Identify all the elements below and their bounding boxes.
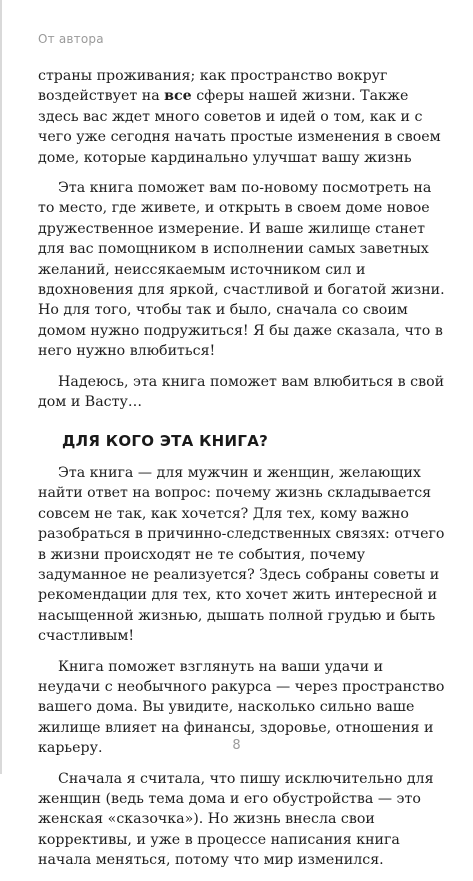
paragraph-text: сферы нашей жизни. Также здесь вас ждет много советов и идей о том, как и с чего уже сегодня начать простые изменения в своем доме, которые кардинально улучшат вашу жизнь [38,88,441,166]
paragraph: Сначала я считала, что пишу исключительно для женщин (ведь тема дома и его обустройства — это женская «сказочка»). Но жизнь внесла свои коррективы, и уже в процессе написания книга начала меняться, потому что мир изменился. [38,770,434,869]
page-edge-rule [0,0,2,774]
section-heading: ДЛЯ КОГО ЭТА КНИГА? [62,431,269,450]
bold-emphasis: все [164,88,192,105]
paragraph-continued [38,66,446,168]
paragraph: Надеюсь, эта книга поможет вам влюбиться в свой дом и Васту… [38,373,445,411]
paragraph: Книга поможет взглянуть на ваши удачи и неудачи с необычного ракурса — через пространство вашего дома. Вы увидите, насколько сильно ваше жилище влияет на финансы, здоровье, отношения и карьеру. [38,658,445,757]
paragraph-text: страны проживания; как пространство вокруг воздействует на [38,68,388,105]
paragraph: Эта книга поможет вам по-новому посмотреть на то место, где живете, и открыть в своем доме новое дружественное измерение. И ваше жилище станет для вас помощником в исполнении самых заветных желаний, неиссякаемым источником сил и вдохновения для яркой, счастливой и богатой жизни. Но для того, чтобы так и было, сначала со своим домом нужно подружиться! Я бы даже сказала, что в него нужно влюбиться! [38,180,445,360]
page-content [38,66,446,881]
running-head: От автора [38,32,104,46]
page-number: 8 [232,738,241,753]
paragraph: Эта книга — для мужчин и женщин, желающих найти ответ на вопрос: почему жизнь складывается совсем не так, как хочется? Для тех, кому важно разобраться в причинно-следственных связях: отчего в жизни происходят не те события, почему задуманное не реализуется? Здесь собраны советы и рекомендации для тех, кто хочет жить интересной и насыщенной жизнью, дышать полной грудью и быть счастливым! [38,464,445,645]
